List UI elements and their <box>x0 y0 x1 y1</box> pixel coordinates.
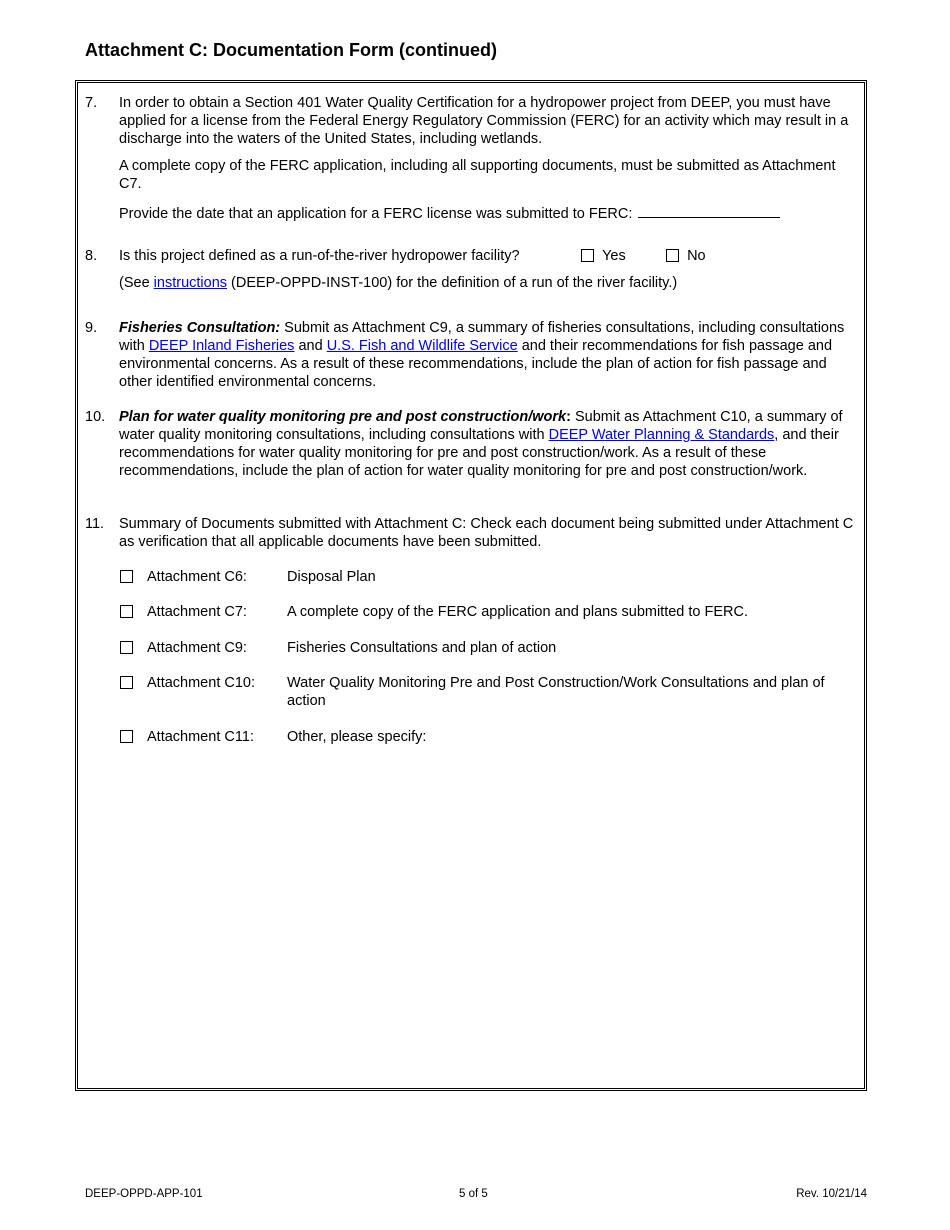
attachment-c6-name: Attachment C6: <box>147 569 247 585</box>
page-title: Attachment C: Documentation Form (continued) <box>85 40 497 60</box>
item-9-text-2: and <box>294 338 327 354</box>
item-10-number: 10. <box>85 409 106 425</box>
attachment-c11-desc: Other, please specify: <box>287 729 427 745</box>
yes-label: Yes <box>602 248 626 264</box>
item-10-text <box>119 408 855 480</box>
deep-inland-fisheries-link[interactable]: DEEP Inland Fisheries <box>148 338 295 354</box>
item-7-requirement: A complete copy of the FERC application, including all supporting documents, must be submitted as Attachment C7. <box>119 158 836 192</box>
attachment-c9-desc: Fisheries Consultations and plan of action <box>287 640 557 656</box>
attachment-c7-checkbox[interactable] <box>120 605 133 618</box>
no-label: No <box>687 248 706 264</box>
item-11-number: 11. <box>85 516 105 532</box>
item-9-text-3: and their recommendations for fish passage and environmental concerns. As a result of these recommendations, include the plan of action for fish passage and other identified environmental concerns. <box>119 338 833 390</box>
footer-page-number: 5 of 5 <box>459 1188 488 1200</box>
attachment-c7-name: Attachment C7: <box>147 604 247 620</box>
footer-revision: Rev. 10/21/14 <box>796 1188 867 1200</box>
fisheries-heading: Fisheries Consultation: <box>119 320 281 336</box>
instructions-link[interactable]: instructions <box>153 275 228 291</box>
item-7-number: 7. <box>85 95 98 111</box>
attachment-c10-checkbox[interactable] <box>120 676 133 689</box>
water-planning-standards-link[interactable]: DEEP Water Planning & Standards <box>548 427 775 443</box>
note-suffix: (DEEP-OPPD-INST-100) for the definition of a run of the river facility.) <box>227 275 678 291</box>
attachment-c6-desc: Disposal Plan <box>287 569 376 585</box>
item-10-text-1: Submit as Attachment C10, a summary of water quality monitoring consultations, including consultations with <box>119 409 843 443</box>
attachment-c7-desc: A complete copy of the FERC application and plans submitted to FERC. <box>287 604 749 620</box>
no-checkbox[interactable] <box>666 249 679 262</box>
attachment-c10-desc: Water Quality Monitoring Pre and Post Construction/Work Consultations and plan of action <box>287 675 825 709</box>
item-7-date-prompt <box>119 203 855 223</box>
attachment-c11-name: Attachment C11: <box>147 729 254 745</box>
attachment-c10-name: Attachment C10: <box>147 675 255 691</box>
item-9-text-1: Submit as Attachment C9, a summary of fisheries consultations, including consultations with <box>119 320 845 354</box>
attachment-c9-name: Attachment C9: <box>147 640 247 656</box>
attachment-c9-checkbox[interactable] <box>120 641 133 654</box>
note-prefix: (See <box>119 275 154 291</box>
ferc-date-field[interactable] <box>638 203 780 218</box>
item-10-text-2: , and their recommendations for water quality monitoring for pre and post construction/work. As a result of these recommendations, include the plan of action for water quality monitoring for pre and post construction/work. <box>119 427 839 479</box>
item-9-text <box>119 319 855 391</box>
item-8-number: 8. <box>85 248 98 264</box>
yes-option <box>581 247 626 265</box>
heading-colon: : <box>566 409 571 425</box>
no-option <box>666 247 706 265</box>
item-9-number: 9. <box>85 320 98 336</box>
date-prompt-label: Provide the date that an application for a FERC license was submitted to FERC: <box>119 206 633 222</box>
attachment-c11-checkbox[interactable] <box>120 730 133 743</box>
item-7-intro: In order to obtain a Section 401 Water Quality Certification for a hydropower project from DEEP, you must have applied for a license from the Federal Energy Regulatory Commission (FERC) for an activity which may result in a discharge into the waters of the United States, including wetlands. <box>119 95 849 147</box>
usfws-link[interactable]: U.S. Fish and Wildlife Service <box>326 338 518 354</box>
yes-checkbox[interactable] <box>581 249 594 262</box>
item-11-text: Summary of Documents submitted with Attachment C: Check each document being submitted under Attachment C as verification that all applicable documents have been submitted. <box>119 516 854 550</box>
footer-form-id: DEEP-OPPD-APP-101 <box>85 1188 203 1200</box>
water-quality-heading: Plan for water quality monitoring pre and post construction/work <box>119 409 567 425</box>
attachment-c6-checkbox[interactable] <box>120 570 133 583</box>
run-of-river-question: Is this project defined as a run-of-the-river hydropower facility? <box>119 248 520 264</box>
